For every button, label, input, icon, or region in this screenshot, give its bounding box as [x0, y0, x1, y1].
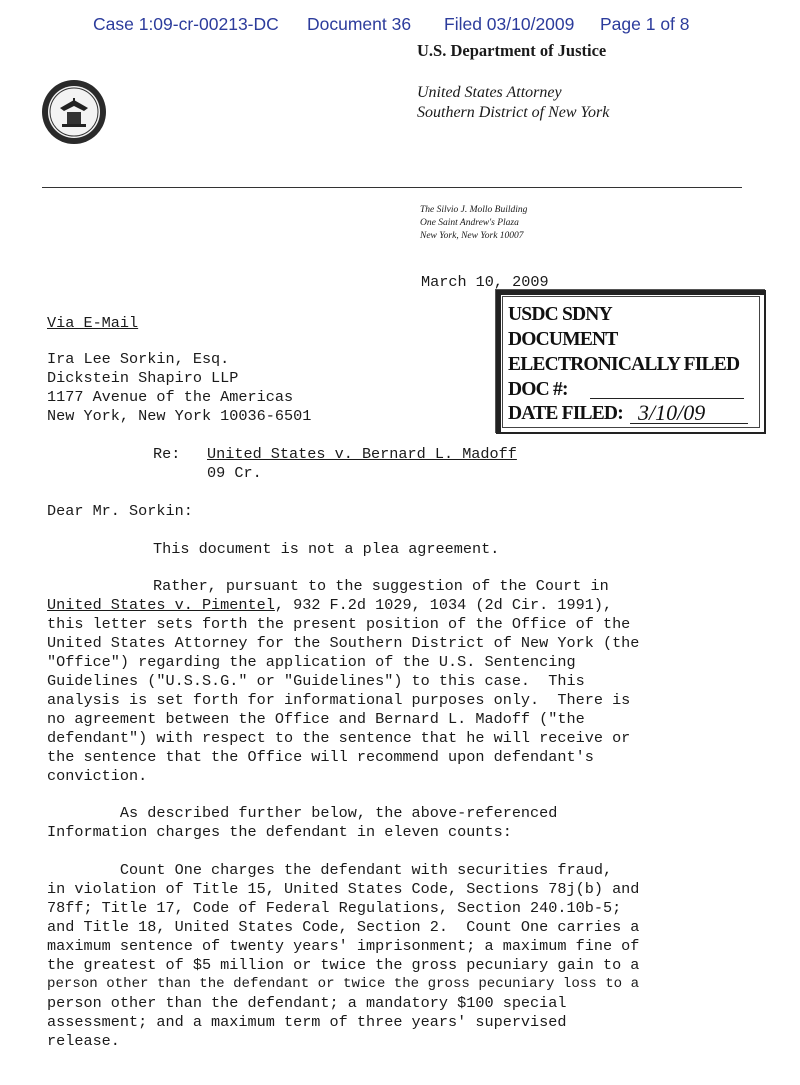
re-case-number: 09 Cr.: [207, 464, 262, 482]
paragraph-counts-intro: [47, 804, 557, 842]
paragraph-disclaimer: This document is not a plea agreement.: [153, 540, 500, 558]
p2-line: conviction.: [47, 767, 148, 785]
p4-line: and Title 18, United States Code, Section 2. Count One carries a: [47, 918, 640, 936]
handwritten-filed-date: 3/10/09: [638, 400, 706, 425]
doj-seal-icon: [40, 78, 108, 146]
p4-line: assessment; and a maximum term of three years' supervised: [47, 1013, 567, 1031]
paragraph-pimentel: [47, 577, 639, 786]
p2-line: no agreement between the Office and Bernard L. Madoff ("the: [47, 710, 585, 728]
p2-line: Guidelines ("U.S.S.G." or "Guidelines") to this case. This: [47, 672, 585, 690]
paragraph-count-one: [47, 861, 639, 1051]
department-name: U.S. Department of Justice: [417, 41, 607, 60]
p2-line: United States Attorney for the Southern District of New York (the: [47, 634, 640, 652]
case-number: Case 1:09-cr-00213-DC: [93, 14, 279, 34]
document-number: Document 36: [307, 14, 412, 34]
p4-line: Count One charges the defendant with securities fraud,: [47, 861, 613, 879]
stamp-document: DOCUMENT: [508, 329, 618, 350]
p3-line: Information charges the defendant in eleven counts:: [47, 823, 512, 841]
stamp-electronically-filed: ELECTRONICALLY FILED: [508, 354, 740, 375]
p4-line: in violation of Title 15, United States Code, Sections 78j(b) and: [47, 880, 640, 898]
salutation: Dear Mr. Sorkin:: [47, 502, 193, 520]
address-line1: The Silvio J. Mollo Building: [420, 205, 528, 215]
stamp-doc-number: DOC #:: [508, 379, 568, 400]
letterhead-divider: [42, 187, 742, 188]
p4-line: the greatest of $5 million or twice the gross pecuniary gain to a: [47, 956, 640, 974]
p2-line: defendant") with respect to the sentence that he will receive or: [47, 729, 631, 747]
stamp-court: USDC SDNY: [508, 304, 612, 325]
filed-date: Filed 03/10/2009: [444, 14, 575, 34]
delivery-method: Via E-Mail: [47, 314, 139, 332]
address-line2: One Saint Andrew's Plaza: [420, 218, 519, 228]
stamp-date-filed: DATE FILED:: [508, 403, 623, 424]
recipient-street: 1177 Avenue of the Americas: [47, 388, 294, 406]
p4-line: person other than the defendant; a mandatory $100 special: [47, 994, 567, 1012]
p2-line: "Office") regarding the application of the U.S. Sentencing: [47, 653, 576, 671]
p4-line: person other than the defendant or twice the gross pecuniary loss to a: [47, 976, 640, 992]
office-address: [420, 204, 527, 243]
p2-line: analysis is set forth for informational purposes only. There is: [47, 691, 631, 709]
doc-number-line: [590, 398, 744, 399]
p2-line1: Rather, pursuant to the suggestion of the Court in: [153, 577, 609, 595]
address-line3: New York, New York 10007: [420, 231, 524, 241]
office-line1: United States Attorney: [417, 84, 562, 101]
recipient-address: [47, 350, 311, 426]
p4-line: 78ff; Title 17, Code of Federal Regulations, Section 240.10b-5;: [47, 899, 622, 917]
pimentel-case-name: United States v. Pimentel: [47, 596, 275, 614]
pimentel-citation: , 932 F.2d 1029, 1034 (2d Cir. 1991),: [274, 596, 613, 614]
recipient-firm: Dickstein Shapiro LLP: [47, 369, 239, 387]
p2-line: the sentence that the Office will recommend upon defendant's: [47, 748, 594, 766]
p3-line: As described further below, the above-referenced: [47, 804, 558, 822]
office-line2: Southern District of New York: [417, 104, 610, 121]
p2-line2: [47, 596, 639, 615]
re-label: Re:: [153, 445, 181, 463]
p2-line: this letter sets forth the present position of the Office of the: [47, 615, 631, 633]
p4-line: maximum sentence of twenty years' imprisonment; a maximum fine of: [47, 937, 640, 955]
p4-line: release.: [47, 1032, 120, 1050]
filing-stamp: [496, 290, 766, 434]
page-indicator: Page 1 of 8: [600, 14, 690, 34]
recipient-name: Ira Lee Sorkin, Esq.: [47, 350, 230, 368]
letter-date: March 10, 2009: [421, 273, 549, 291]
recipient-city: New York, New York 10036-6501: [47, 407, 312, 425]
date-filed-line: [630, 423, 748, 424]
re-case-name: United States v. Bernard L. Madoff: [207, 445, 517, 463]
